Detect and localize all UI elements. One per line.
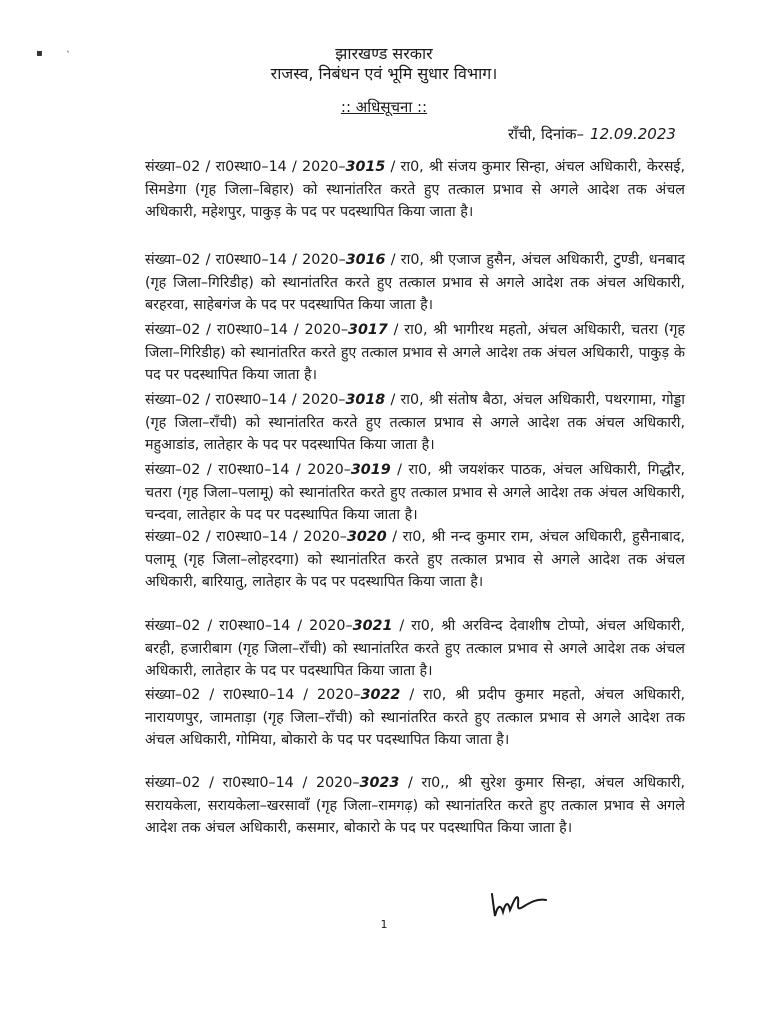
- order-ref-number: 3021: [352, 618, 393, 634]
- order-paragraph: [145, 615, 685, 683]
- order-ref-number: 3023: [359, 775, 400, 791]
- order-ref-number: 3017: [348, 322, 388, 338]
- order-body: श्री भागीरथ महतो, अंचल अधिकारी, चतरा (गृह जिला–गिरिडीह) को स्थानांतरित करते हुए तत्काल प्रभाव से अगले आदेश तक अंचल अधिकारी, पाकुड़ के पद पर पदस्थापित किया जाता है।: [145, 322, 685, 383]
- order-paragraph: [145, 526, 685, 594]
- order-paragraph: [145, 684, 685, 752]
- order-ref-number: 3022: [360, 687, 401, 703]
- order-paragraph: [145, 319, 685, 387]
- order-body: श्री एजाज हुसैन, अंचल अधिकारी, टुण्डी, धनबाद (गृह जिला–गिरिडीह) को स्थानांतरित करते हुए तत्काल प्रभाव से अगले आदेश तक अंचल अधिकारी, बरहरवा, साहेबगंज के पद पर पदस्थापित किया जाता है।: [145, 252, 685, 313]
- scan-speck: ˎ: [66, 42, 71, 53]
- order-body: श्री जयशंकर पाठक, अंचल अधिकारी, गिद्धौर, चतरा (गृह जिला–पलामू) को स्थानांतरित करते हुए तत्काल प्रभाव से अगले आदेश तक अंचल अधिकारी, चन्दवा, लातेहार के पद पर पदस्थापित किया जाता है।: [145, 462, 686, 523]
- order-ref-suffix: / रा0,: [385, 392, 424, 408]
- order-paragraph: [145, 156, 685, 224]
- order-ref-number: 3018: [345, 392, 386, 408]
- order-ref-prefix: संख्या–02 / रा0स्था0–14 / 2020–: [145, 322, 349, 338]
- department-name: राजस्व, निबंधन एवं भूमि सुधार विभाग।: [270, 64, 498, 83]
- order-body: श्री नन्द कुमार राम, अंचल अधिकारी, हुसैनाबाद, पलामू (गृह जिला–लोहरदगा) को स्थानांतरित करते हुए तत्काल प्रभाव से अगले आदेश तक अंचल अधिकारी, बारियातु, लातेहार के पद पर पदस्थापित किया जाता है।: [145, 529, 686, 590]
- notification-date: 12.09.2023: [590, 125, 676, 143]
- order-ref-suffix: / रा0,: [390, 462, 432, 478]
- order-ref-suffix: / रा0,: [387, 322, 428, 338]
- order-body: श्री अरविन्द देवाशीष टोप्पो, अंचल अधिकारी, बरही, हजारीबाग (गृह जिला–राँची) को स्थानांतरित करते हुए तत्काल प्रभाव से अगले आदेश तक अंचल अधिकारी, लातेहार के पद पर पदस्थापित किया जाता है।: [145, 618, 685, 679]
- order-ref-suffix: / रा0,,: [399, 775, 450, 791]
- dateline: [508, 124, 676, 144]
- order-paragraph: [145, 389, 685, 457]
- order-ref-suffix: / रा0,: [385, 159, 424, 175]
- place-date-label: राँची, दिनांक–: [508, 125, 585, 143]
- order-ref-suffix: / रा0,: [400, 687, 447, 703]
- order-paragraph: [145, 459, 685, 527]
- order-ref-suffix: / रा0,: [392, 618, 435, 634]
- order-ref-number: 3019: [350, 462, 391, 478]
- order-ref-prefix: संख्या–02 / रा0स्था0–14 / 2020–: [145, 775, 360, 791]
- order-body: श्री सुरेश कुमार सिन्हा, अंचल अधिकारी, सरायकेला, सरायकेला–खरसावाँ (गृह जिला–रामगढ़) को स्थानांतरित करते हुए तत्काल प्रभाव से अगले आदेश तक अंचल अधिकारी, कसमार, बोकारो के पद पर पदस्थापित किया जाता है।: [145, 775, 685, 836]
- order-body: श्री संजय कुमार सिन्हा, अंचल अधिकारी, केरसई, सिमडेगा (गृह जिला–बिहार) को स्थानांतरित करते हुए तत्काल प्रभाव से अगले आदेश तक अंचल अधिकारी, महेशपुर, पाकुड़ के पद पर पदस्थापित किया जाता है।: [145, 159, 685, 220]
- order-body: श्री संतोष बैठा, अंचल अधिकारी, पथरगामा, गोड्डा (गृह जिला–राँची) को स्थानांतरित करते हुए तत्काल प्रभाव से अगले आदेश तक अंचल अधिकारी, महुआडांड, लातेहार के पद पर पदस्थापित किया जाता है।: [145, 392, 685, 453]
- order-ref-prefix: संख्या–02 / रा0स्था0–14 / 2020–: [145, 687, 361, 703]
- order-ref-number: 3016: [345, 252, 386, 268]
- page-number: 1: [380, 918, 388, 931]
- order-paragraph: [145, 249, 685, 317]
- order-ref-suffix: / रा0,: [385, 252, 424, 268]
- scan-speck: ▪: [36, 48, 43, 59]
- order-ref-suffix: / रा0,: [386, 529, 426, 545]
- order-ref-number: 3020: [346, 529, 387, 545]
- order-ref-prefix: संख्या–02 / रा0स्था0–14 / 2020–: [145, 252, 346, 268]
- order-paragraph: [145, 772, 685, 840]
- handwritten-signature-icon: [488, 888, 554, 922]
- order-ref-prefix: संख्या–02 / रा0स्था0–14 / 2020–: [145, 392, 346, 408]
- government-name: झारखण्ड सरकार: [335, 44, 433, 63]
- order-ref-prefix: संख्या–02 / रा0स्था0–14 / 2020–: [145, 529, 347, 545]
- order-body: श्री प्रदीप कुमार महतो, अंचल अधिकारी, नारायणपुर, जामताड़ा (गृह जिला–राँची) को स्थानांतरित करते हुए तत्काल प्रभाव से अगले आदेश तक अंचल अधिकारी, गोमिया, बोकारो के पद पर पदस्थापित किया जाता है।: [145, 687, 685, 748]
- order-ref-prefix: संख्या–02 / रा0स्था0–14 / 2020–: [145, 462, 351, 478]
- notification-title: :: अधिसूचना ::: [340, 98, 428, 116]
- order-ref-prefix: संख्या–02 / रा0स्था0–14 / 2020–: [145, 618, 353, 634]
- order-ref-prefix: संख्या–02 / रा0स्था0–14 / 2020–: [145, 159, 346, 175]
- order-ref-number: 3015: [345, 159, 386, 175]
- notification-heading: [0, 97, 768, 117]
